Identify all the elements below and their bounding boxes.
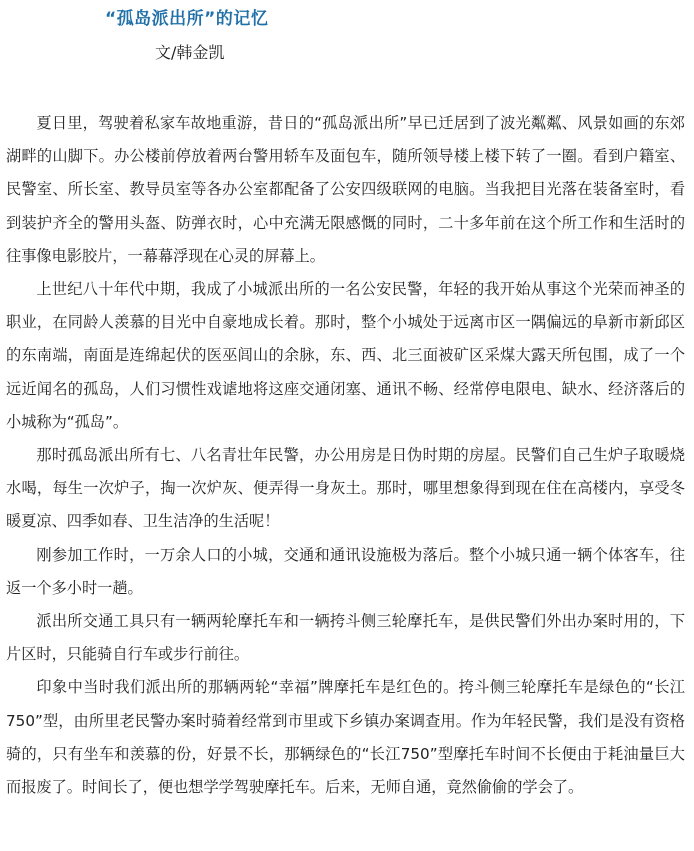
paragraph: 夏日里，驾驶着私家车故地重游，昔日的“孤岛派出所”早已迁居到了波光粼粼、风景如画的东郊湖畔的山脚下。办公楼前停放着两台警用轿车及面包车，随所领导楼上楼下转了一圈。看到户籍室、民警室、所长室、教导员室等各办公室都配备了公安四级联网的电脑。当我把目光落在装备室时，看到装护齐全的警用头盔、防弹衣时，心中充满无限感慨的同时，二十多年前在这个所工作和生活时的往事像电影胶片，一幕幕浮现在心灵的屏幕上。 [6,114,685,265]
paragraph: 印象中当时我们派出所的那辆两轮“幸福”牌摩托车是红色的。挎斗侧三轮摩托车是绿色的“长江750”型，由所里老民警办案时骑着经常到市里或下乡镇办案调查用。作为年轻民警，我们是没有资格骑的，只有坐车和羡慕的份，好景不长，那辆绿色的“长江750”型摩托车时间不长便由于耗油量巨大而报废了。时间长了，便也想学学驾驶摩托车。后来，无师自通，竟然偷偷的学会了。 [6,678,685,797]
paragraph: 派出所交通工具只有一辆两轮摩托车和一辆挎斗侧三轮摩托车，是供民警们外出办案时用的，下片区时，只能骑自行车或步行前往。 [6,612,685,664]
paragraph: 那时孤岛派出所有七、八名青壮年民警，办公用房是日伪时期的房屋。民警们自己生炉子取暖烧水喝，每生一次炉子，掏一次炉灰、便弄得一身灰土。那时，哪里想象得到现在住在高楼内，享受冬暖夏凉、四季如春、卫生洁净的生活呢！ [6,446,685,531]
paragraph: 上世纪八十年代中期，我成了小城派出所的一名公安民警，年轻的我开始从事这个光荣而神圣的职业，在同龄人羡慕的目光中自豪地成长着。那时，整个小城处于远离市区一隅偏远的阜新市新邱区的东南端，南面是连绵起伏的医巫闾山的余脉，东、西、北三面被矿区采煤大露天所包围，成了一个远近闻名的孤岛，人们习惯性戏谑地将这座交通闭塞、通讯不畅、经常停电限电、缺水、经济落后的小城称为“孤岛”。 [6,280,685,431]
paragraph: 刚参加工作时，一万余人口的小城，交通和通讯设施极为落后。整个小城只通一辆个体客车，往返一个多小时一趟。 [6,545,685,597]
article-author: 文/韩金凯 [155,43,225,62]
article-title: “孤岛派出所”的记忆 [105,9,269,29]
article-body [6,107,685,804]
